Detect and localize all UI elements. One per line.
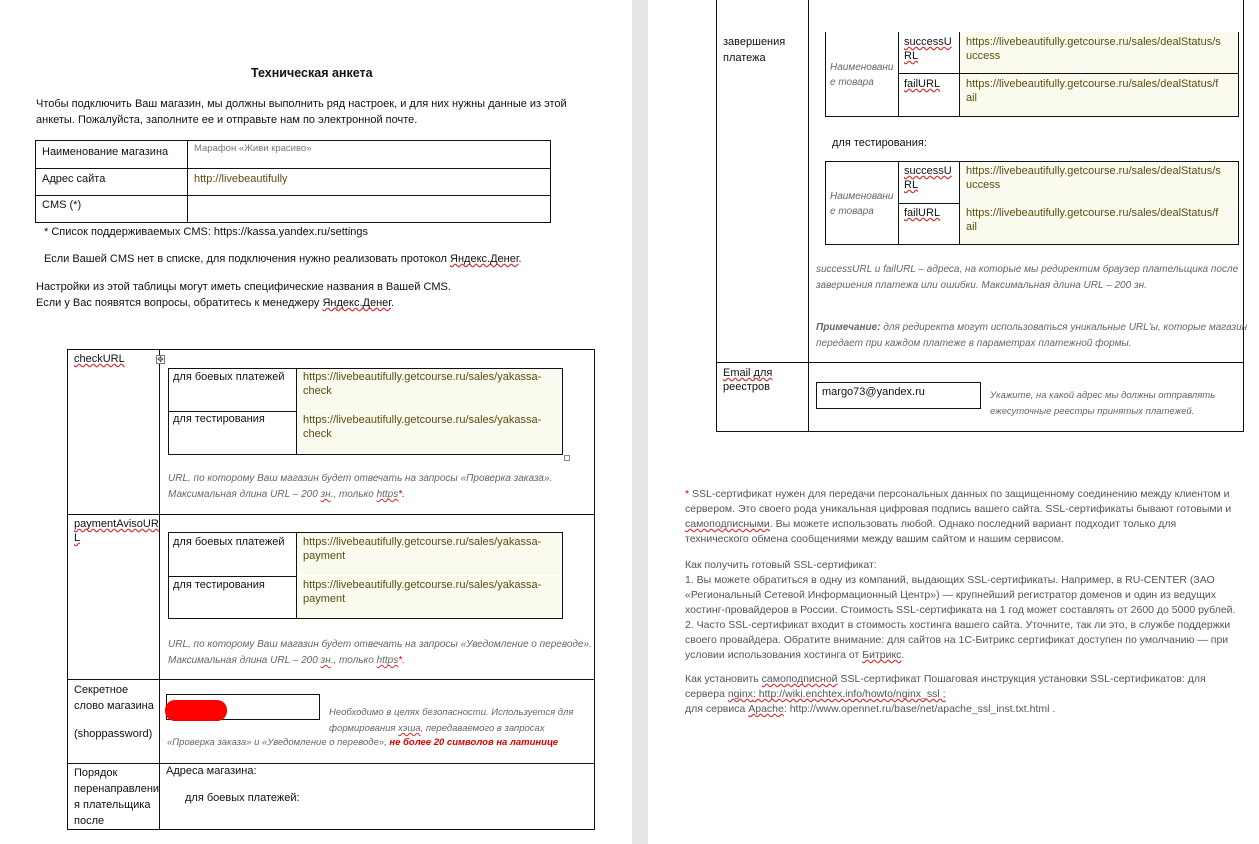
payment-aviso-note: URL, по которому Ваш магазин будет отвечать на запросы «Уведомление о переводе». Максимальная длина URL – 200 зн., только https*. bbox=[168, 639, 592, 666]
check-url-test-label: для тестирования bbox=[173, 413, 265, 425]
testing-product-name: Наименовани е товара bbox=[830, 191, 894, 217]
check-url-combat-label: для боевых платежей bbox=[173, 371, 285, 383]
check-url-label: checkURL bbox=[74, 353, 125, 365]
testing-fail-url[interactable]: https://livebeautifully.getcourse.ru/sales/dealStatus/f ail bbox=[966, 207, 1219, 233]
ssl-howto: Как получить готовый SSL-сертификат: 1. Вы можете обратиться в одну из компаний, выдающих SSL-сертификаты. Например, в RU-CENTER (ЗАО «Региональный Сетевой Информационный Центр») — крупнейший регистратор доменов и один из ведущих хостинг-провайдеров в России. Стоимость SSL-сертификата на 1 год может составлять от 2600 до 5000 рублей. 2. Часто SSL-сертификат входит в стоимость хостинга вашего сайта. Уточните, так ли это, в службе поддержки своего провайдера. Обратите внимание: для сайтов на 1С-Битрикс сертификат доступен по умолчанию — при условии использования хостинга от Битрикс. bbox=[685, 559, 1236, 661]
cms-list-note: * Список поддерживаемых CMS: https://kassa.yandex.ru/settings bbox=[44, 226, 369, 238]
payment-aviso-label: paymentAvisoUR L bbox=[74, 518, 159, 544]
cms-missing-note: Если Вашей CMS нет в списке, для подключения нужно реализовать протокол Яндекс.Денег. bbox=[44, 253, 522, 265]
redaction-mark bbox=[165, 700, 227, 721]
shop-addresses-label: Адреса магазина: bbox=[166, 765, 257, 777]
document-page-right bbox=[648, 0, 1259, 844]
shop-info-table bbox=[35, 140, 551, 223]
email-note: Укажите, на какой адрес мы должны отправлять ежесуточные реестры принятых платежей. bbox=[990, 390, 1216, 417]
settings-paragraph: Настройки из этой таблицы могут иметь специфические названия в Вашей CMS. Если у Вас появятся вопросы, обратитесь к менеджеру Яндекс.Денег. bbox=[36, 281, 451, 309]
redirect-remark: Примечание: для редиректа могут использоваться уникальные URL'ы, которые магазин передает при каждом платеже в параметрах платежной формы. bbox=[816, 322, 1248, 349]
check-url-note: URL, по которому Ваш магазин будет отвечать на запросы «Проверка заказа». Максимальная длина URL – 200 зн., только https*. bbox=[168, 473, 553, 500]
intro-line-2: анкеты. Пожалуйста, заполните ее и отправьте нам по электронной почте. bbox=[36, 114, 418, 126]
table-resize-handle-icon[interactable] bbox=[564, 455, 570, 461]
combat-success-label: successU RL bbox=[904, 36, 952, 62]
testing-success-label: successU RL bbox=[904, 165, 952, 191]
combat-fail-label: failURL bbox=[904, 78, 941, 90]
shop-name-label: Наименование магазина bbox=[42, 146, 169, 158]
check-url-combat-value[interactable]: https://livebeautifully.getcourse.ru/sales/yakassa- check bbox=[303, 371, 542, 397]
combat-fail-url[interactable]: https://livebeautifully.getcourse.ru/sales/dealStatus/f ail bbox=[966, 78, 1219, 104]
combat-product-name: Наименовани е товара bbox=[830, 62, 894, 88]
secret-word-note: Необходимо в целях безопасности. Используется для формирования хэша, передаваемого в запросах bbox=[329, 707, 574, 734]
secret-word-note-2: «Проверка заказа» и «Уведомление о переводе», не более 20 символов на латинице bbox=[167, 737, 559, 748]
site-address-value[interactable]: http://livebeautifully bbox=[194, 173, 288, 185]
intro-line-1: Чтобы подключить Ваш магазин, мы должны выполнить ряд настроек, и для них нужны данные из этой bbox=[36, 98, 567, 110]
redirect-combat-label: для боевых платежей: bbox=[185, 792, 300, 804]
check-url-test-value[interactable]: https://livebeautifully.getcourse.ru/sales/yakassa- check bbox=[303, 414, 542, 440]
redirect-explanation: successURL и failURL – адреса, на которые мы редиректим браузер плательщика после завершения платежа или ошибки. Максимальная длина URL – 200 зн. bbox=[816, 264, 1239, 291]
email-label: Email для реестров bbox=[723, 367, 773, 393]
payment-aviso-combat-value[interactable]: https://livebeautifully.getcourse.ru/sales/yakassa- payment bbox=[303, 536, 542, 562]
table-move-handle-icon[interactable]: ✥ bbox=[157, 355, 164, 364]
cms-label: CMS (*) bbox=[42, 199, 82, 211]
combat-success-url[interactable]: https://livebeautifully.getcourse.ru/sales/dealStatus/s uccess bbox=[966, 36, 1221, 62]
testing-label: для тестирования: bbox=[832, 137, 927, 149]
redirect-label-continued: завершения платежа bbox=[723, 36, 786, 64]
redirect-label: Порядок перенаправлени я плательщика после bbox=[74, 767, 160, 827]
testing-success-url[interactable]: https://livebeautifully.getcourse.ru/sales/dealStatus/s uccess bbox=[966, 165, 1221, 191]
payment-aviso-test-label: для тестирования bbox=[173, 579, 265, 591]
document-title: Техническая анкета bbox=[251, 66, 373, 80]
secret-word-label: Секретное слово магазина (shoppassword) bbox=[74, 684, 154, 740]
ssl-install: Как установить самоподписной SSL-сертификат Пошаговая инструкция установки SSL-сертификатов: для сервера nginx: http://wiki.enchtex.info/howto/nginx_ssl ; для сервиса Apache: http://www.opennet.ru/base/net/apache_ssl_inst.txt.html . bbox=[685, 673, 1206, 715]
testing-fail-label: failURL bbox=[904, 207, 941, 219]
ssl-paragraph: * SSL-сертификат нужен для передачи персональных данных по защищенному соединению между клиентом и сервером. Это своего рода уникальная цифровая подпись вашего сайта. SSL-сертификаты бывают готовыми и самоподписными. Вы можете использовать любой. Однако последний вариант подходит только для технического обмена сообщениями между вашим сайтом и нашим сервисом. bbox=[685, 488, 1232, 545]
payment-aviso-test-value[interactable]: https://livebeautifully.getcourse.ru/sales/yakassa- payment bbox=[303, 579, 542, 605]
email-input[interactable]: margo73@yandex.ru bbox=[816, 382, 981, 409]
apache-link[interactable]: : http://www.opennet.ru/base/net/apache_ssl_inst.txt.html . bbox=[783, 703, 1056, 715]
intro-paragraph bbox=[36, 96, 596, 128]
page-gutter bbox=[632, 0, 648, 844]
site-address-label: Адрес сайта bbox=[42, 173, 106, 185]
nginx-link[interactable]: : http://wiki.enchtex.info/howto/nginx_ssl ; bbox=[752, 688, 946, 700]
payment-aviso-combat-label: для боевых платежей bbox=[173, 536, 285, 548]
shop-name-value[interactable]: Марафон «Живи красиво» bbox=[194, 143, 312, 154]
